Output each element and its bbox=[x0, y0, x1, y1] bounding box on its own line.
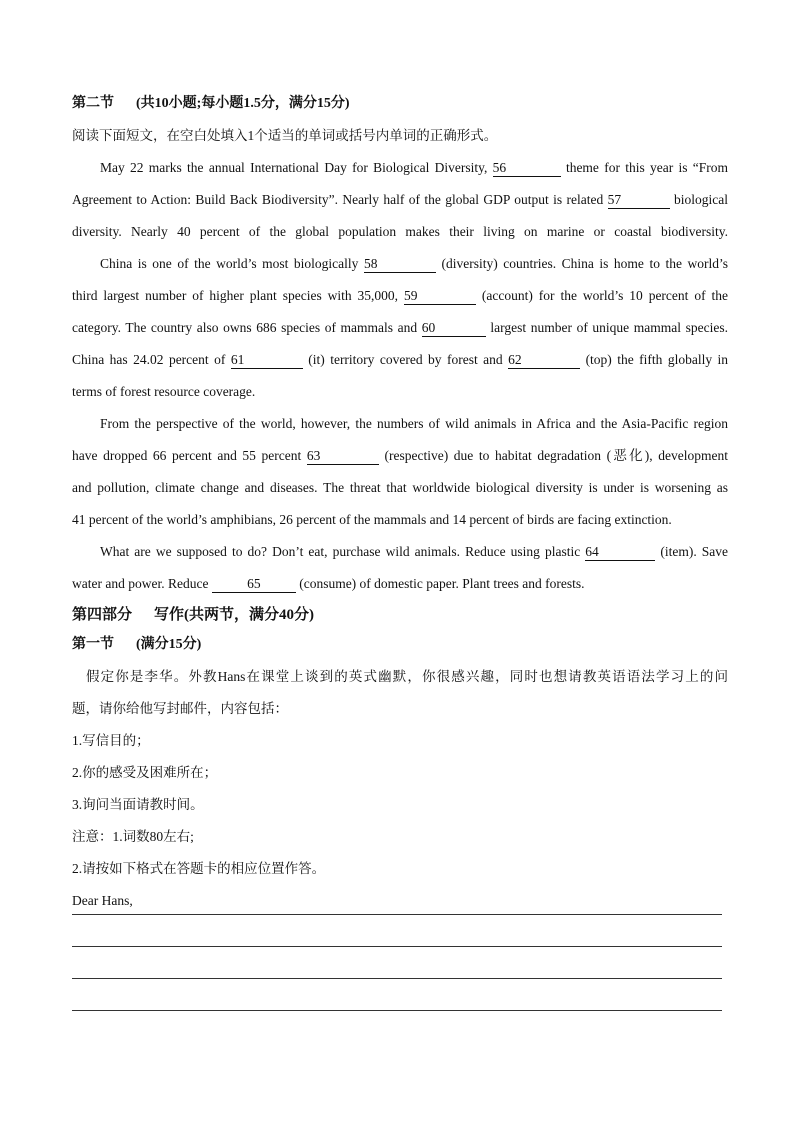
p3-line4: 41 percent of the world’s amphibians, 26 percent of the mammals and 14 percent of birds are facing extinction. bbox=[72, 512, 672, 527]
prompt-item-2: 2.你的感受及困难所在； bbox=[72, 765, 218, 780]
blank-60: 60 bbox=[422, 320, 486, 337]
prompt-line2: 题，请你给他写封邮件，内容包括： bbox=[72, 701, 288, 716]
p3-line2 bbox=[72, 446, 728, 466]
salutation: Dear Hans, bbox=[72, 893, 133, 908]
blank-64: 64 bbox=[585, 544, 655, 561]
p1-line2 bbox=[72, 190, 728, 210]
p2-line4 bbox=[72, 350, 728, 370]
section1-info: (满分15分) bbox=[136, 637, 202, 652]
blank-57: 57 bbox=[608, 192, 670, 209]
p1-line1 bbox=[72, 158, 728, 178]
part4-title: 第四部分 bbox=[72, 607, 133, 623]
text-segment: China has 24.02 percent of bbox=[72, 352, 226, 367]
p3-line3: and pollution, climate change and diseases. The threat that worldwide biological diversity is under is worsening as bbox=[72, 480, 728, 495]
text-segment: May 22 marks the annual International Day for Biological Diversity, bbox=[100, 160, 488, 175]
writing-line bbox=[72, 978, 722, 979]
p3-line1: From the perspective of the world, however, the numbers of wild animals in Africa and the Asia-Pacific region bbox=[100, 416, 728, 431]
blank-56: 56 bbox=[493, 160, 561, 177]
text-segment: (account) for the world’s 10 percent of the bbox=[481, 288, 728, 303]
text-segment: Agreement to Action: Build Back Biodiversity”. Nearly half of the global GDP output is related bbox=[72, 192, 604, 207]
text-segment: (top) the fifth globally in bbox=[585, 352, 729, 367]
blank-62: 62 bbox=[508, 352, 580, 369]
text-segment: (it) territory covered by forest and bbox=[308, 352, 503, 367]
text-segment: theme for this year is “From bbox=[565, 160, 729, 175]
prompt-item-3: 3.询问当面请教时间。 bbox=[72, 797, 204, 812]
part4-info: 写作(共两节，满分40分) bbox=[154, 607, 315, 623]
blank-63: 63 bbox=[307, 448, 379, 465]
p1-line3: diversity. Nearly 40 percent of the global population makes their living on marine or coastal biodiversity. bbox=[72, 224, 728, 239]
text-segment: largest number of unique mammal species. bbox=[490, 320, 728, 335]
part4-header bbox=[72, 605, 728, 625]
p2-line2 bbox=[72, 286, 728, 306]
writing-line bbox=[72, 946, 722, 947]
p4-line2 bbox=[72, 574, 728, 594]
blank-61: 61 bbox=[231, 352, 303, 369]
section2-info: (共10小题;每小题1.5分，满分15分) bbox=[136, 96, 350, 111]
text-segment: (consume) of domestic paper. Plant trees and forests. bbox=[299, 576, 585, 591]
blank-58: 58 bbox=[364, 256, 436, 273]
text-segment: (respective) due to habitat degradation (恶化), development bbox=[384, 448, 729, 463]
note-line1: 注意：1.词数80左右; bbox=[72, 829, 194, 844]
blank-65: 65 bbox=[212, 576, 296, 593]
p2-line3 bbox=[72, 318, 728, 338]
note-line2: 2.请按如下格式在答题卡的相应位置作答。 bbox=[72, 861, 326, 876]
text-segment: biological bbox=[674, 192, 729, 207]
prompt-item-1: 1.写信目的； bbox=[72, 733, 150, 748]
section1-title: 第一节 bbox=[72, 637, 114, 652]
p4-line1 bbox=[72, 542, 728, 562]
p2-line1 bbox=[72, 254, 728, 274]
text-segment: (item). Save bbox=[660, 544, 729, 559]
text-segment: water and power. Reduce bbox=[72, 576, 209, 591]
prompt-line1: 假定你是李华。外教Hans在课堂上谈到的英式幽默，你很感兴趣，同时也想请教英语语法学习上的问 bbox=[86, 669, 728, 684]
section1-header bbox=[72, 635, 728, 655]
text-segment: have dropped 66 percent and 55 percent bbox=[72, 448, 302, 463]
p2-line5: terms of forest resource coverage. bbox=[72, 384, 256, 399]
text-segment: China is one of the world’s most biologically bbox=[100, 256, 359, 271]
writing-line bbox=[72, 914, 722, 915]
text-segment: (diversity) countries. China is home to the world’s bbox=[441, 256, 729, 271]
text-segment: third largest number of higher plant species with 35,000, bbox=[72, 288, 399, 303]
writing-line bbox=[72, 1010, 722, 1011]
section2-instruction: 阅读下面短文，在空白处填入1个适当的单词或括号内单词的正确形式。 bbox=[72, 128, 498, 143]
section2-header bbox=[72, 94, 728, 114]
text-segment: What are we supposed to do? Don’t eat, purchase wild animals. Reduce using plastic bbox=[100, 544, 581, 559]
section2-title: 第二节 bbox=[72, 96, 114, 111]
text-segment: category. The country also owns 686 species of mammals and bbox=[72, 320, 418, 335]
blank-59: 59 bbox=[404, 288, 476, 305]
